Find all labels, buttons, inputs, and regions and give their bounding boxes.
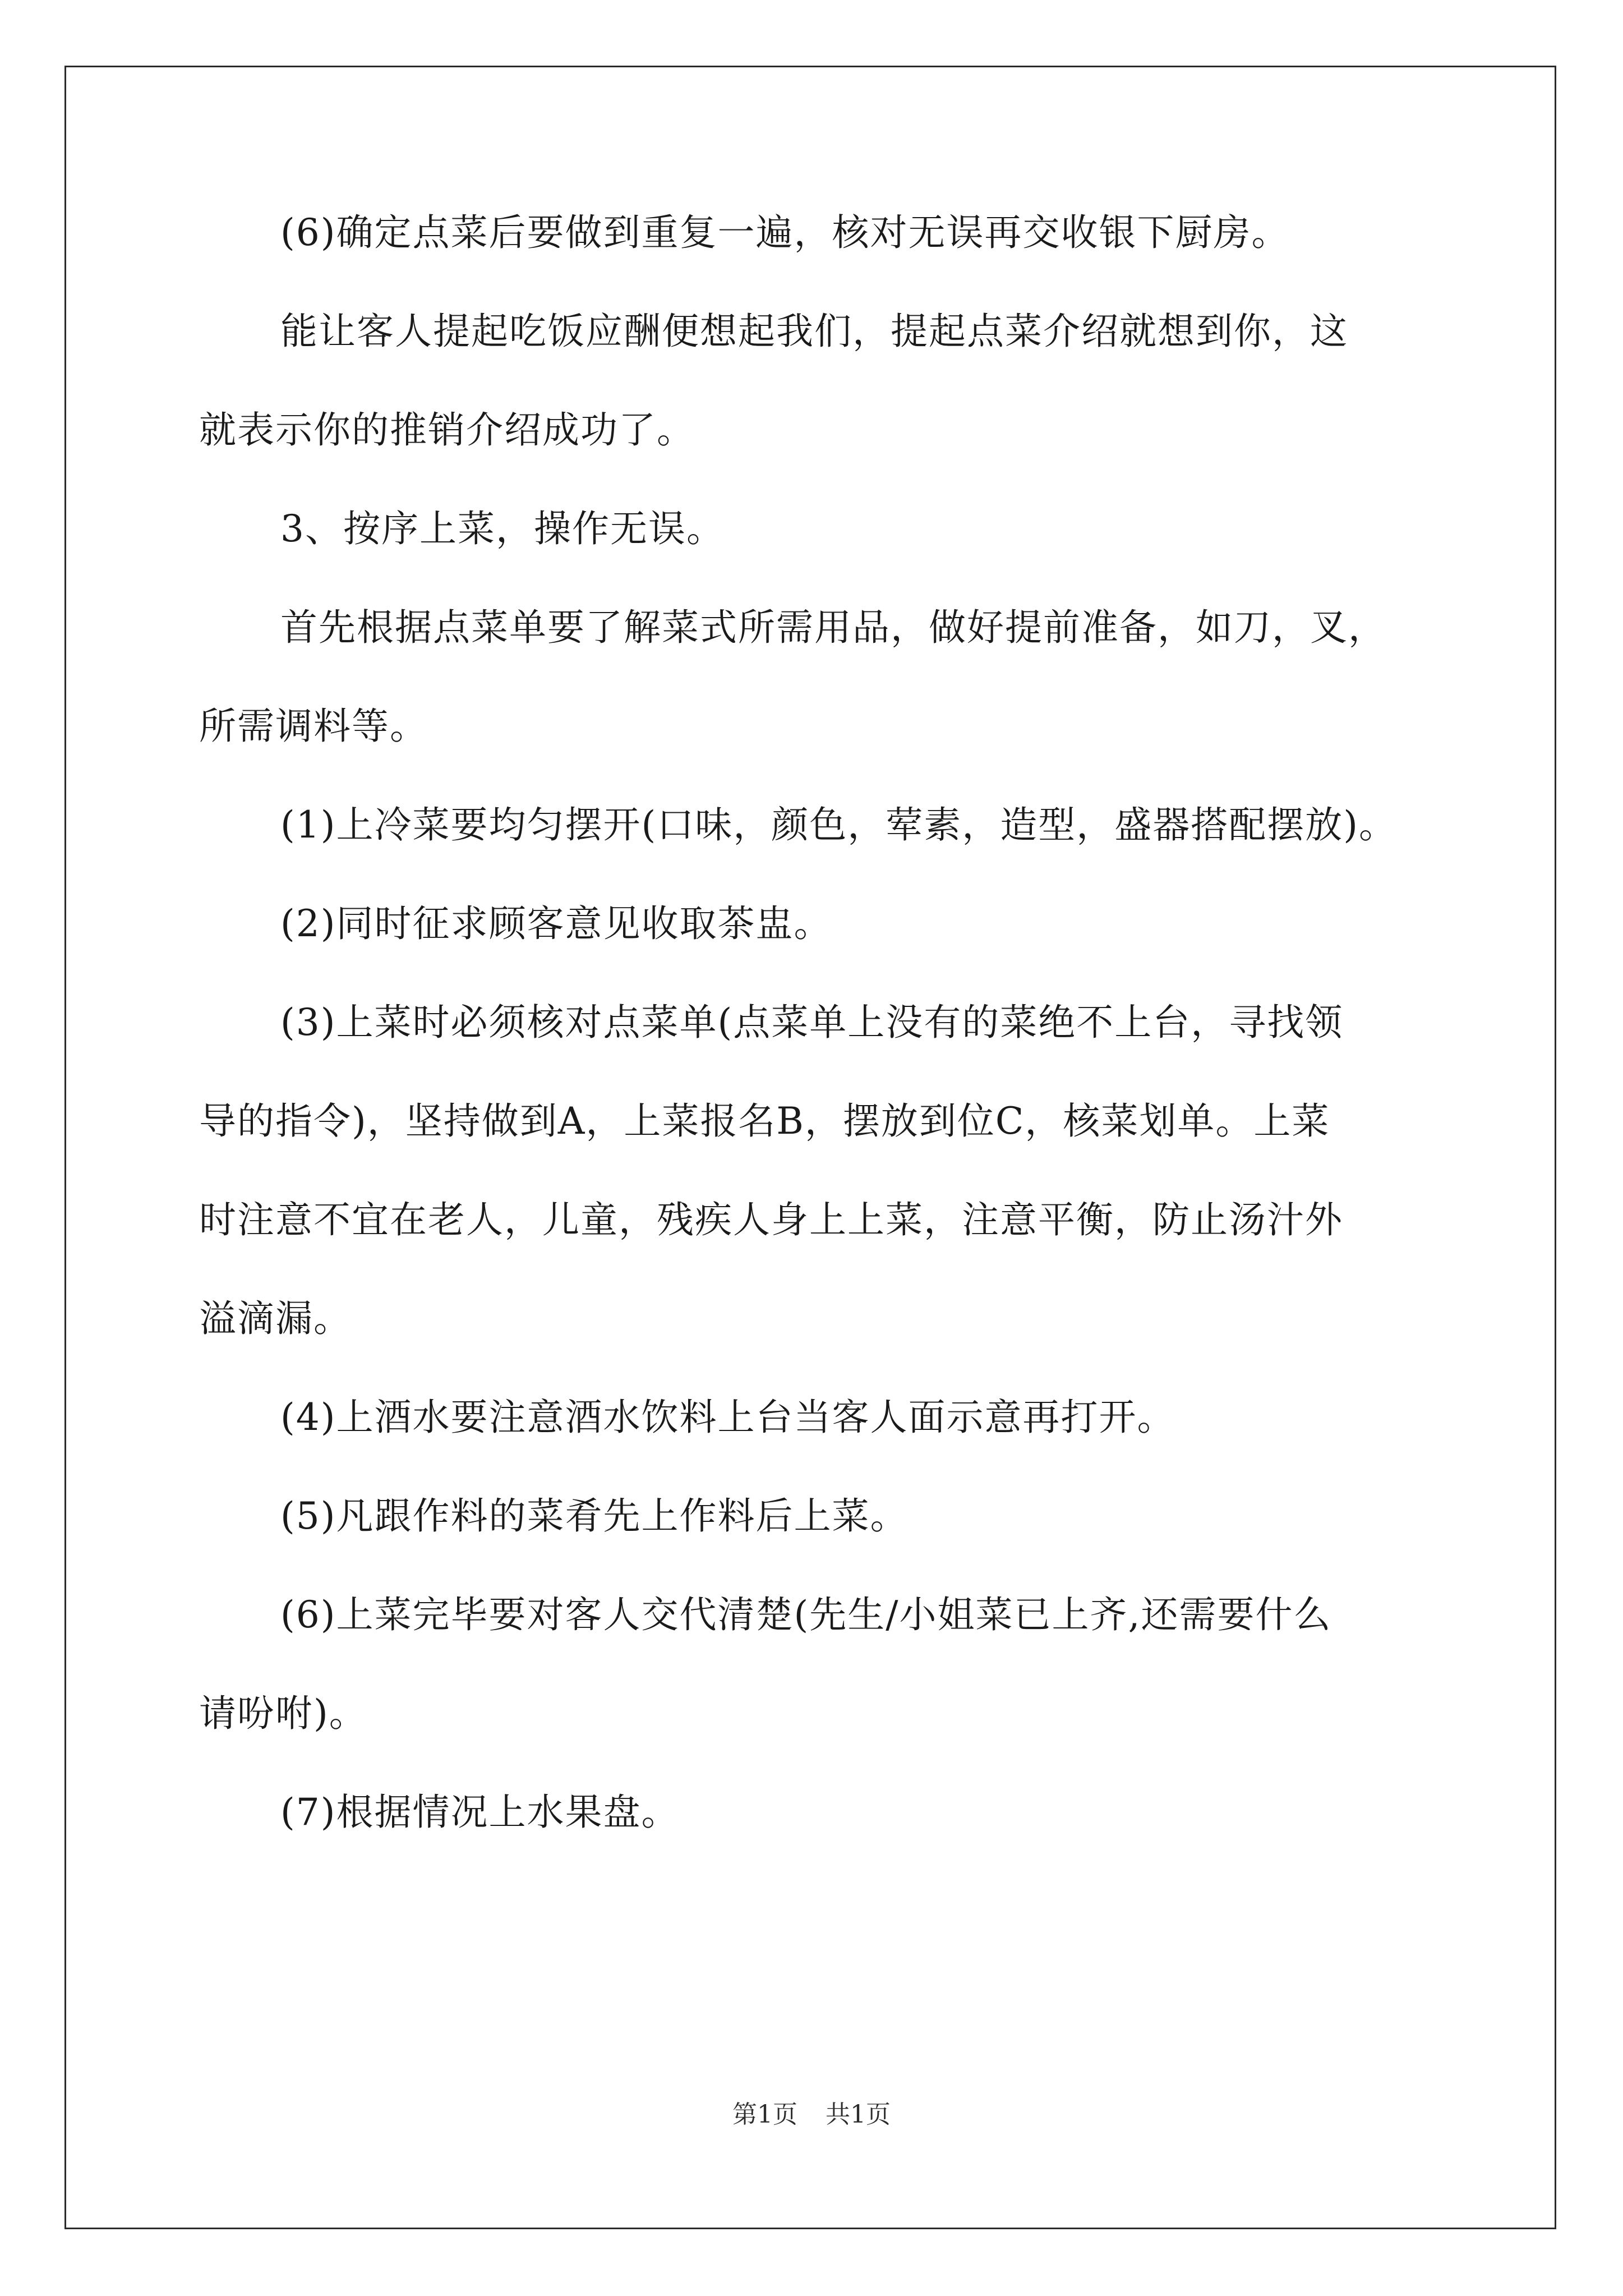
paragraph-line: (4)上酒水要注意酒水饮料上台当客人面示意再打开。 — [280, 1396, 1175, 1439]
paragraph-line: 能让客人提起吃饭应酬便想起我们，提起点菜介绍就想到你，这 — [280, 310, 1348, 353]
paragraph-line: (2)同时征求顾客意见收取茶盅。 — [280, 902, 832, 945]
page-number: 第1页 — [732, 2100, 797, 2129]
page-footer — [0, 2098, 1623, 2132]
paragraph-line: (1)上冷菜要均匀摆开(口味，颜色，荤素，造型，盛器搭配摆放)。 — [280, 803, 1397, 846]
paragraph-line: 请吩咐)。 — [199, 1692, 367, 1735]
paragraph-line: (6)确定点菜后要做到重复一遍，核对无误再交收银下厨房。 — [280, 211, 1290, 254]
paragraph-line: 导的指令)，坚持做到A，上菜报名B，摆放到位C，核菜划单。上菜 — [199, 1099, 1330, 1143]
paragraph-line: (5)凡跟作料的菜肴先上作料后上菜。 — [280, 1494, 909, 1538]
paragraph-line: 首先根据点菜单要了解菜式所需用品，做好提前准备，如刀，叉， — [280, 606, 1386, 649]
paragraph-line: 时注意不宜在老人，儿童，残疾人身上上菜，注意平衡，防止汤汁外 — [199, 1198, 1343, 1241]
paragraph-line: (7)根据情况上水果盘。 — [280, 1791, 680, 1834]
page-border — [64, 66, 1556, 2229]
paragraph-line: 溢滴漏。 — [199, 1297, 352, 1340]
paragraph-line: (6)上菜完毕要对客人交代清楚(先生/小姐菜已上齐,还需要什么 — [280, 1593, 1332, 1636]
paragraph-line: 所需调料等。 — [199, 705, 428, 748]
paragraph-line: 3、按序上菜，操作无误。 — [280, 507, 725, 550]
page-total: 共1页 — [826, 2100, 891, 2129]
paragraph-line: (3)上菜时必须核对点菜单(点菜单上没有的菜绝不上台，寻找领 — [280, 1001, 1344, 1044]
paragraph-line: 就表示你的推销介绍成功了。 — [199, 408, 695, 452]
